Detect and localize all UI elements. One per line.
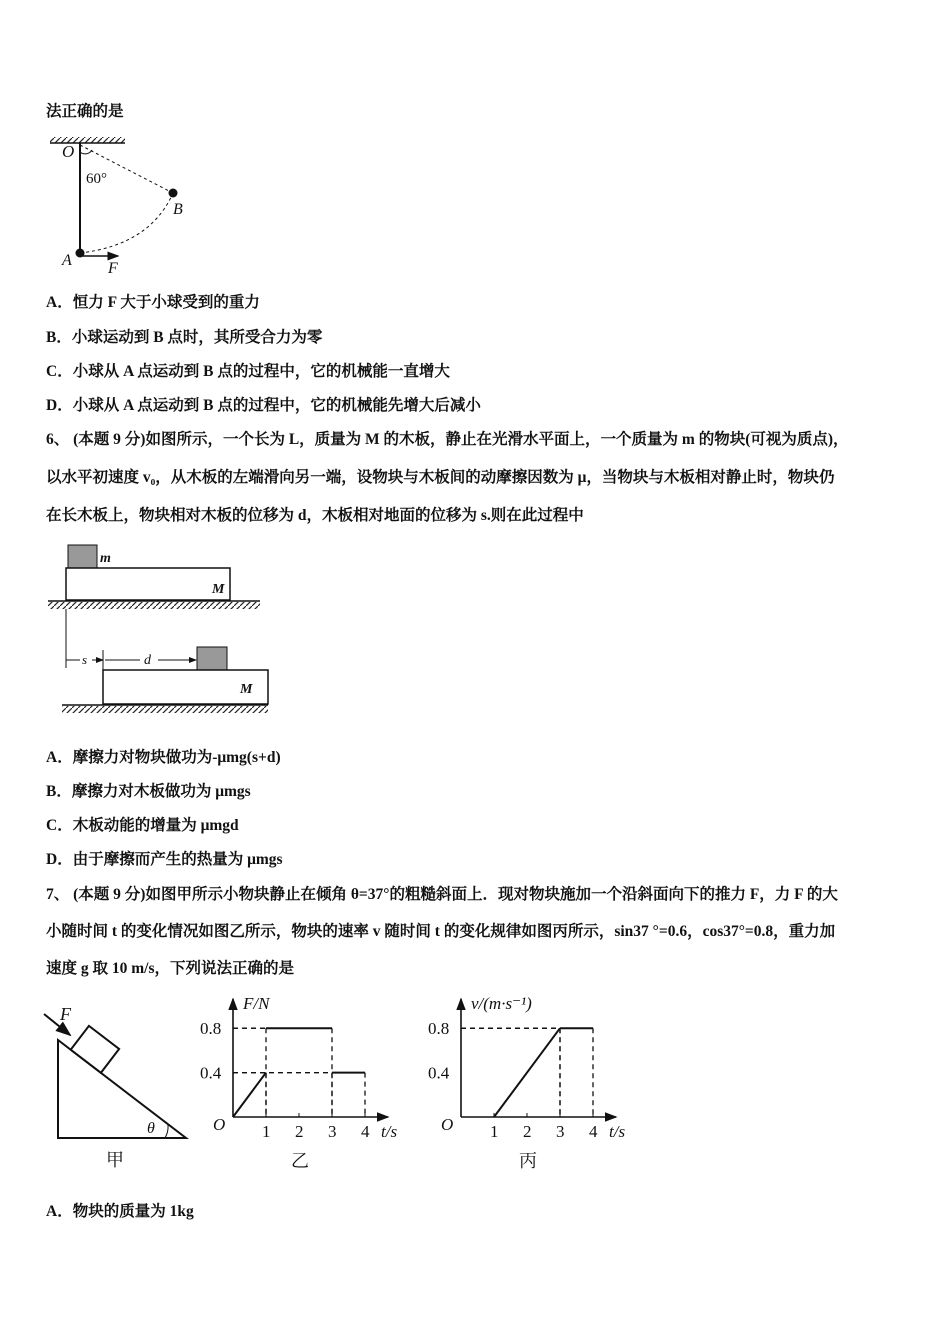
x-tick-label: 3	[328, 1122, 337, 1141]
q6-stem-line-1: 6、 (本题 9 分)如图所示，一个长为 L，质量为 M 的木板，静止在光滑水平面上，一个质量为 m 的物块(可视为质点)，	[46, 431, 849, 448]
origin-label: O	[213, 1115, 226, 1134]
q5-intro-tail: 法正确的是	[46, 103, 124, 120]
y-axis-label: v/(m·s⁻¹)	[471, 994, 532, 1013]
q7-stem-line-1: 7、 (本题 9 分)如图甲所示小物块静止在倾角 θ=37°的粗糙斜面上．现对物块施加一个沿斜面向下的推力 F，力 F 的大	[46, 886, 838, 903]
q5-option-a[interactable]: A．恒力 F 大于小球受到的重力	[46, 294, 260, 311]
q7-option-a[interactable]: A．物块的质量为 1kg	[46, 1203, 194, 1220]
x-tick-label: 4	[361, 1122, 370, 1141]
label-a: A	[62, 252, 72, 269]
label-f: F	[108, 260, 118, 277]
label-angle: 60°	[86, 171, 107, 187]
q5-option-c[interactable]: C．小球从 A 点运动到 B 点的过程中，它的机械能一直增大	[46, 363, 450, 380]
board-figure	[48, 545, 268, 713]
q6-option-a[interactable]: A．摩擦力对物块做功为-μmg(s+d)	[46, 749, 281, 766]
x-axis-label: t/s	[609, 1122, 626, 1141]
block-m-initial	[68, 545, 97, 568]
angle-arc	[80, 150, 92, 154]
incline-figure	[44, 1004, 186, 1170]
y-tick-label: 0.4	[200, 1063, 222, 1083]
x-tick-label: 1	[490, 1122, 499, 1141]
chart-caption: 乙	[291, 1151, 309, 1171]
q7-stem-line-2: 小随时间 t 的变化情况如图乙所示，物块的速率 v 随时间 t 的变化规律如图丙所示，sin37 °=0.6，cos37°=0.8，重力加	[46, 923, 836, 940]
data-segment	[494, 1028, 560, 1117]
x-tick-label: 2	[295, 1122, 304, 1141]
x-tick-label: 3	[556, 1122, 565, 1141]
q6-stem-line-3: 在长木板上，物块相对木板的位移为 d，木板相对地面的位移为 s.则在此过程中	[46, 507, 584, 524]
x-tick-label: 4	[589, 1122, 598, 1141]
label-M-bottom: M	[240, 682, 253, 697]
x-tick-label: 1	[262, 1122, 271, 1141]
theta-arc	[165, 1125, 168, 1138]
y-tick-label: 0.8	[428, 1019, 450, 1039]
y-axis-label: F/N	[243, 994, 270, 1013]
ground-bottom-hatch	[62, 706, 268, 713]
label-F: F	[60, 1004, 71, 1024]
ground-top-hatch	[48, 602, 260, 609]
label-m: m	[100, 551, 111, 566]
label-s: s	[82, 652, 88, 667]
label-M-top: M	[212, 582, 225, 597]
q6-option-b[interactable]: B．摩擦力对木板做功为 μmgs	[46, 783, 251, 800]
origin-label: O	[441, 1115, 454, 1134]
q6-option-c[interactable]: C．木板动能的增量为 μmgd	[46, 817, 239, 834]
velocity-time-chart	[428, 994, 625, 1171]
label-o: O	[62, 142, 75, 161]
force-time-chart	[200, 994, 397, 1171]
arc-ab	[80, 193, 173, 253]
chart-caption: 丙	[519, 1151, 537, 1171]
y-tick-label: 0.8	[200, 1019, 222, 1039]
pendulum-figure	[50, 137, 183, 277]
ball-b	[169, 189, 178, 198]
label-b: B	[173, 201, 183, 218]
label-theta: θ	[147, 1120, 155, 1137]
q6-stem-line-2: 以水平初速度 v₀，从木板的左端滑向另一端，设物块与木板间的动摩擦因数为 μ，当物块与木板相对静止时，物块仍	[46, 469, 835, 486]
caption-jia: 甲	[106, 1150, 124, 1170]
data-segment	[233, 1073, 266, 1117]
x-axis-label: t/s	[381, 1122, 398, 1141]
q5-option-b[interactable]: B．小球运动到 B 点时，其所受合力为零	[46, 329, 323, 346]
q7-stem-line-3: 速度 g 取 10 m/s，下列说法正确的是	[46, 960, 295, 977]
block	[71, 1026, 119, 1073]
block-m-final	[197, 647, 227, 670]
label-d: d	[144, 653, 151, 668]
q6-option-d[interactable]: D．由于摩擦而产生的热量为 μmgs	[46, 851, 283, 868]
q5-option-d[interactable]: D．小球从 A 点运动到 B 点的过程中，它的机械能先增大后减小	[46, 397, 481, 414]
y-tick-label: 0.4	[428, 1063, 450, 1083]
x-tick-label: 2	[523, 1122, 532, 1141]
board-initial	[66, 568, 230, 600]
